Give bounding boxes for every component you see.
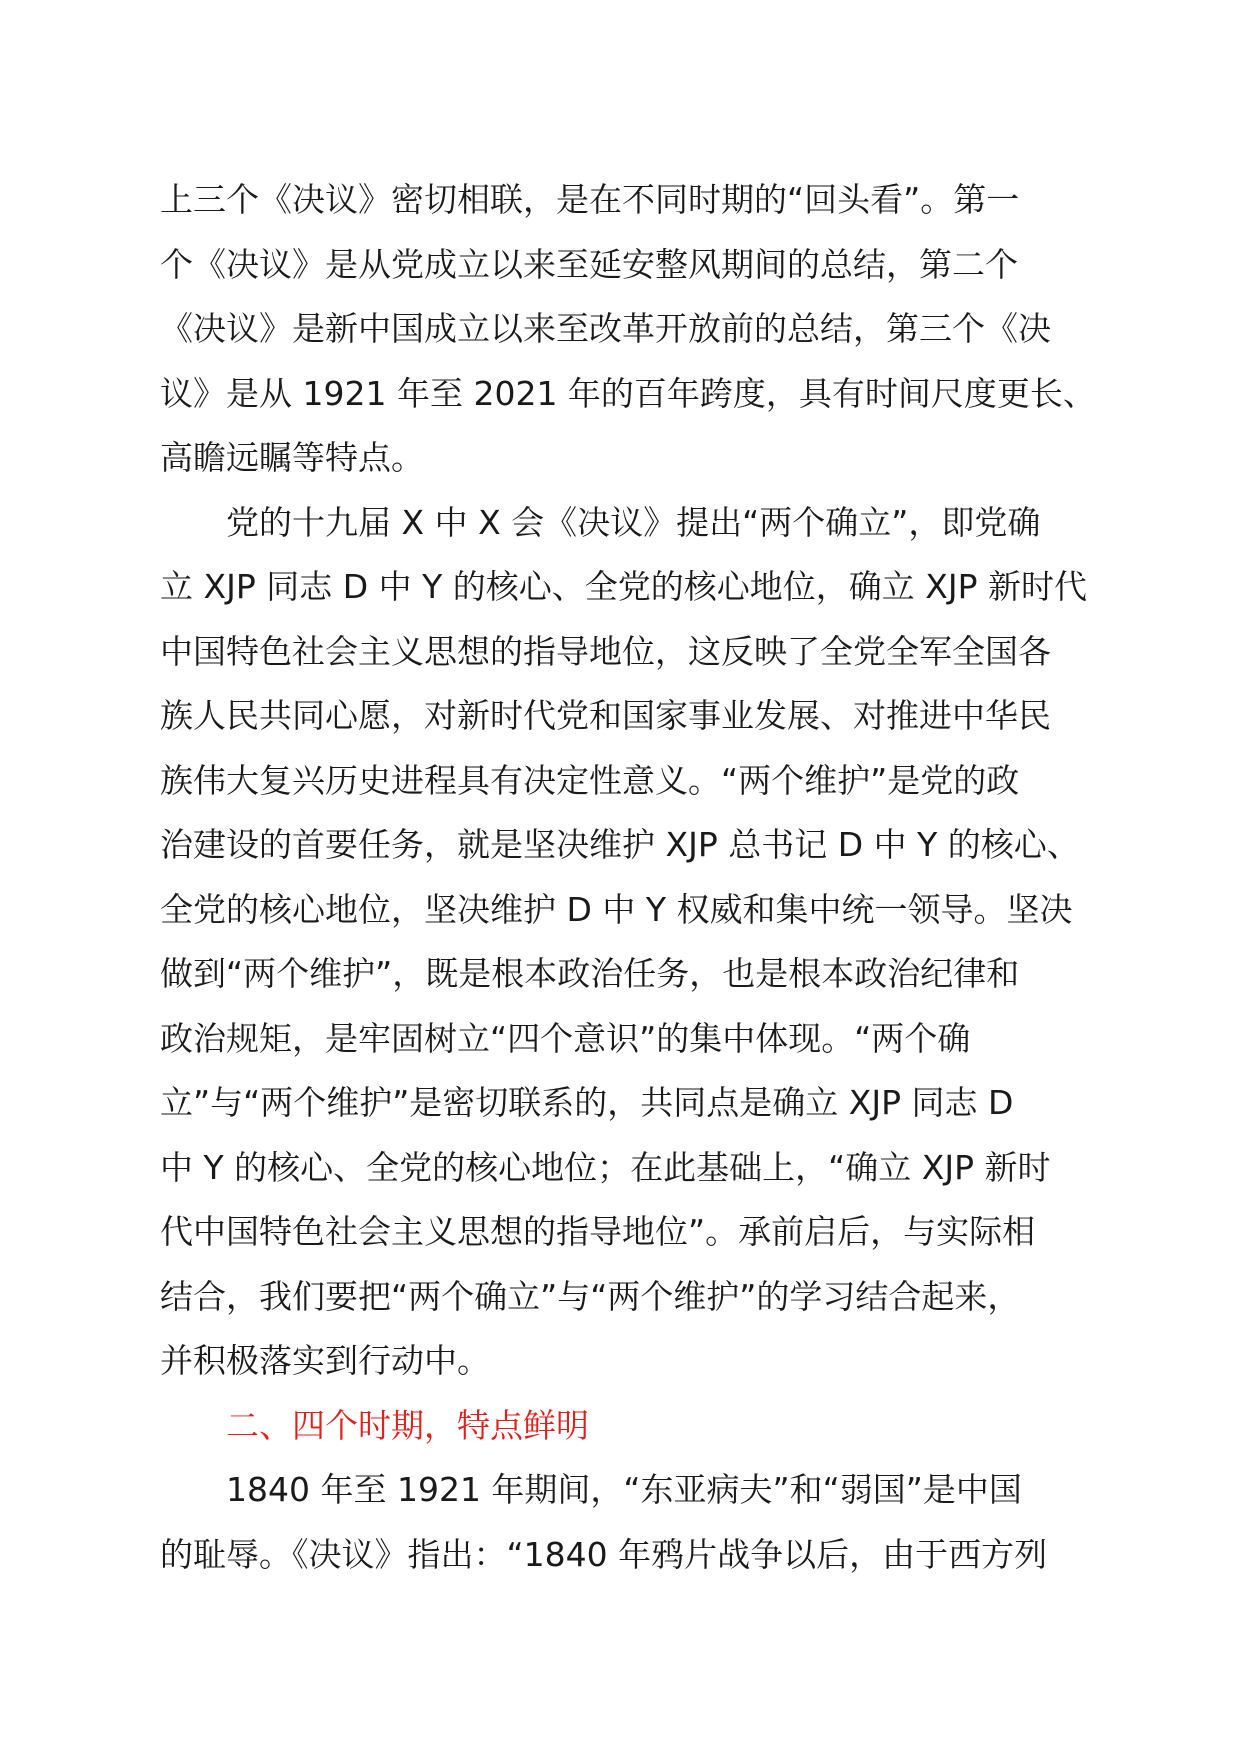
paragraph-line: 1840 年至 1921 年期间，“东亚病夫”和“弱国”是中国 xyxy=(226,1470,1022,1509)
paragraph-line: 的耻辱。《决议》指出：“1840 年鸦片战争以后，由于西方列 xyxy=(160,1534,1048,1574)
section-heading: 二、四个时期，特点鲜明 xyxy=(226,1405,589,1445)
paragraph-line: 做到“两个维护”，既是根本政治任务，也是根本政治纪律和 xyxy=(160,954,1020,993)
paragraph-line: 《决议》是新中国成立以来至改革开放前的总结，第三个《决 xyxy=(160,309,1051,348)
paragraph-line: 全党的核心地位，坚决维护 D 中 Y 权威和集中统一领导。坚决 xyxy=(160,889,1073,929)
paragraph-line: 高瞻远瞩等特点。 xyxy=(160,438,424,477)
paragraph-line: 个《决议》是从党成立以来至延安整风期间的总结，第二个 xyxy=(160,244,1018,284)
paragraph-line: 中 Y 的核心、全党的核心地位；在此基础上，“确立 XJP 新时 xyxy=(160,1147,1051,1187)
paragraph-line: 议》是从 1921 年至 2021 年的百年跨度，具有时间尺度更长、 xyxy=(160,373,1096,413)
paragraph-line: 族人民共同心愿，对新时代党和国家事业发展、对推进中华民 xyxy=(160,696,1051,735)
document-body xyxy=(160,168,1120,1587)
paragraph-line: 代中国特色社会主义思想的指导地位”。承前启后，与实际相 xyxy=(160,1212,1036,1251)
paragraph-line: 结合，我们要把“两个确立”与“两个维护”的学习结合起来， xyxy=(160,1276,1021,1316)
paragraph-line: 中国特色社会主义思想的指导地位，这反映了全党全军全国各 xyxy=(160,631,1051,671)
paragraph-line: 族伟大复兴历史进程具有决定性意义。“两个维护”是党的政 xyxy=(160,760,1020,800)
paragraph-line: 政治规矩，是牢固树立“四个意识”的集中体现。“两个确 xyxy=(160,1018,971,1058)
paragraph-line: 并积极落实到行动中。 xyxy=(160,1341,490,1380)
paragraph-line: 治建设的首要任务，就是坚决维护 XJP 总书记 D 中 Y 的核心、 xyxy=(160,825,1080,864)
paragraph-line: 立”与“两个维护”是密切联系的，共同点是确立 XJP 同志 D xyxy=(160,1083,1014,1122)
paragraph-line: 上三个《决议》密切相联，是在不同时期的“回头看”。第一 xyxy=(160,180,1020,219)
paragraph-line: 立 XJP 同志 D 中 Y 的核心、全党的核心地位，确立 XJP 新时代 xyxy=(160,567,1087,606)
paragraph-line: 党的十九届 X 中 X 会《决议》提出“两个确立”，即党确 xyxy=(226,502,1041,542)
